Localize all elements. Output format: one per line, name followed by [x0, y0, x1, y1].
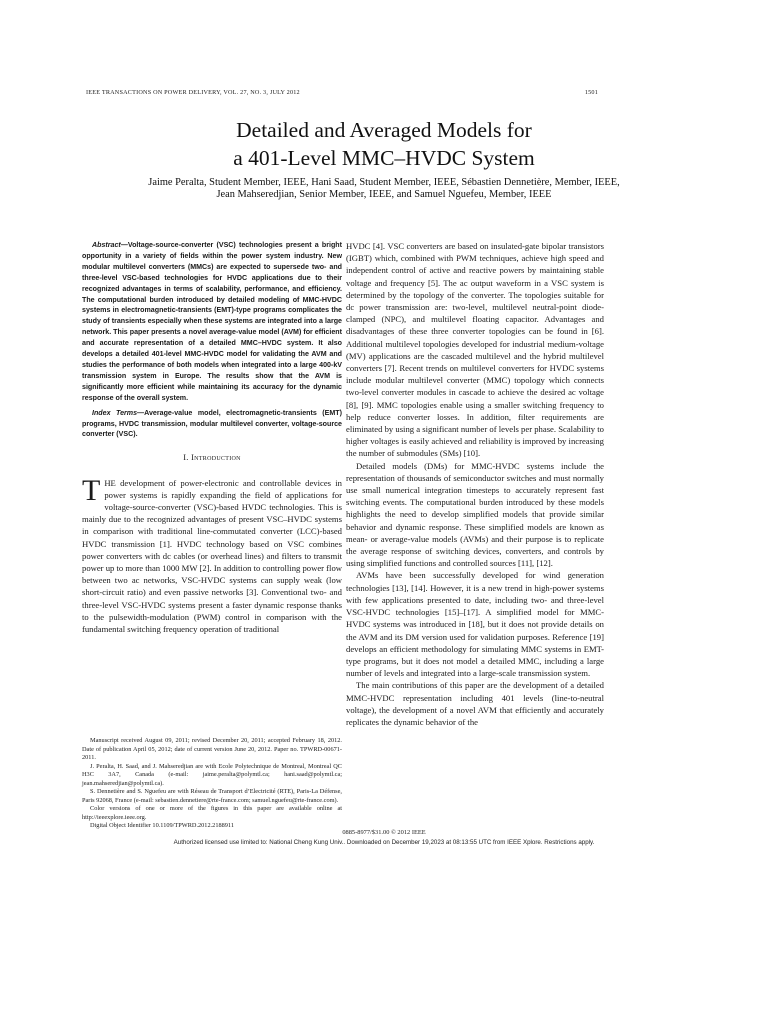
section-heading [82, 452, 342, 464]
body-paragraph: Detailed models (DMs) for MMC-HVDC systems include the representation of thousands of semiconductor switches and must normally use small numerical integration timesteps to accurately represent fast switching events. The computational burden introduced by these models highlights the need to develop simplified models that provide similar behavior and dynamic response. These simplified models are known as mean- or average-value models (AVMs) and their purpose is to replicate the average response of switching devices, converters, and controls by using simplified functions and controlled sources [11], [12]. [346, 460, 604, 569]
drop-cap: T [82, 473, 101, 507]
footnotes [82, 737, 342, 831]
authors-line-2: Jean Mahseredjian, Senior Member, IEEE, and Samuel Nguefeu, Member, IEEE [216, 189, 552, 200]
title-line-2: a 401-Level MMC–HVDC System [233, 146, 535, 170]
footnote-doi: Digital Object Identifier 10.1109/TPWRD.2012.2188911 [90, 822, 234, 829]
journal-name: IEEE TRANSACTIONS ON POWER DELIVERY, VOL. 27, NO. 3, JULY 2012 [86, 89, 300, 96]
paper-title [0, 116, 768, 172]
title-line-1: Detailed and Averaged Models for [236, 118, 532, 142]
body-paragraph: HVDC [4]. VSC converters are based on insulated-gate bipolar transistors (IGBT) which, combined with PWM techniques, achieve high speed and independent control of active and reactive powers by maintaining stable voltage and frequency [5]. The ac output waveform in a VSC system is determined by the topology of the converter. The topologies suitable for dc power transmission are: two-level, multilevel neutral-point diode-clamped (NPC), and multilevel floating capacitor. Advantages and disadvantages of these three converter topologies can be found in [6]. Additional multilevel topologies developed for industrial medium-voltage (MV) applications are the cascaded multilevel and the hybrid multilevel converters [7]. Recent trends on multilevel converters for HVDC systems include modular multilevel converter (MMC) topology which connects two-level converter modules in cascade to achieve the desired ac voltage [8], [9]. MMC topologies enable using a smaller switching frequency to help reduce converter losses. In addition, filter requirements are eliminated by using a significant number of levels per phase. Scalability to higher voltages is easily achieved and reliability is improved by increasing the number of submodules (SMs) [10]. [346, 241, 604, 459]
running-header [86, 89, 598, 96]
section-number: I. [183, 453, 189, 463]
authors-line-1: Jaime Peralta, Student Member, IEEE, Hani Saad, Student Member, IEEE, Sébastien Dennetière, Member, IEEE, [148, 177, 620, 188]
footnote-color: Color versions of one or more of the figures in this paper are available online at http://ieeexplore.ieee.org. [82, 805, 342, 821]
footnote-manuscript: Manuscript received August 09, 2011; revised December 20, 2011; accepted February 18, 2012. Date of publication April 05, 2012; date of current version June 20, 2012. Paper no. TPWRD-00671-2011. [82, 737, 342, 761]
abstract [82, 240, 342, 404]
intro-paragraph [82, 473, 342, 636]
right-column [346, 240, 604, 728]
index-terms-lead: Index Terms— [92, 408, 145, 417]
page-number: 1501 [584, 89, 598, 96]
footnote-affiliation-1: J. Peralta, H. Saad, and J. Mahseredjian are with Ecole Polytechnique de Montreal, Montreal QC H3C 3A7, Canada (e-mail: jaime.peralta@polymtl.ca; hani.saad@polymtl.ca; jean.mahseredjian@polymtl.ca). [82, 762, 342, 787]
intro-text: HE development of power-electronic and controllable devices in power systems is rapidly expanding the field of applications for voltage-source-converter (VSC)-based HVDC technologies. This is mainly due to the recognized advantages of present VSC–HVDC systems in comparison with traditional line-commutated converter (LCC)-based HVDC transmission [1]. HVDC technology based on VSC combines power converters with dc cables (or overhead lines) and filters to transmit power up to more than 1000 MW [2]. In addition to controlling power flow between two ac networks, VSC-HVDC systems can supply weak (low short-circuit ratio) and even passive networks [3]. Conventional two- and three-level VSC-HVDC systems present a faster dynamic response thanks to the pulsewidth-modulation (PWM) control in comparison with the fundamental switching frequency operation of traditional [82, 477, 342, 634]
index-terms-text: Average-value model, electromagnetic-transients (EMT) programs, HVDC transmission, modular multilevel converter, voltage-source converter (VSC). [82, 408, 342, 439]
license-notice: Authorized licensed use limited to: National Cheng Kung Univ.. Downloaded on December 19,2023 at 08:13:55 UTC from IEEE Xplore. Restrictions apply. [173, 839, 595, 846]
footnote-affiliation-2: S. Dennetière and S. Nguefeu are with Réseau de Transport d’Electricité (RTE), Paris-La Défense, Paris 92068, France (e-mail: sebastien.dennetiere@rte-france.com; samuel.nguefeu@rte-france.com). [82, 788, 342, 804]
section-title: Introduction [191, 453, 241, 463]
body-paragraph: AVMs have been successfully developed for wind generation technologies [13], [14]. However, it is a new trend in high-power systems with few applications presented to date, including two- and three-level VSC-HVDC technologies [15]–[17]. A simplified model for MMC-HVDC systems was introduced in [18], but it does not provide details on the AVM and its DM version used for validation purposes. Reference [19] develops an efficient methodology for simulating MMC systems in EMT-type programs, but it does not model a detailed MMC, including a large number of levels and integrated into a large-scale transmission system. [346, 570, 604, 679]
body-paragraph: The main contributions of this paper are the development of a detailed MMC-HVDC representation including 401 levels (line-to-neutral voltage), the development of a novel AVM that efficiently and accurately replicates the dynamic behavior of the [346, 680, 604, 727]
copyright-line: 0885-8977/$31.00 © 2012 IEEE [342, 829, 426, 836]
left-column [82, 240, 342, 635]
author-list [0, 177, 768, 201]
abstract-text: Voltage-source-converter (VSC) technologies present a bright opportunity in a variety of fields within the power system industry. New modular multilevel converters (MMCs) are expected to supersede two- and three-level VSC-based technologies for HVDC applications due to their recognized advantages in terms of scalability, performance, and efficiency. The computational burden introduced by detailed modeling of MMC-HVDC systems in electromagnetic-transients (EMT)-type programs complicates the study of transients especially when these systems are integrated into a large network. This paper presents a novel average-value model (AVM) for efficient and accurate representation of a detailed MMC–HVDC system. It also develops a detailed 401-level MMC-HVDC model for validating the AVM and studies the performance of both models when integrated into a large 400-kV transmission system in Europe. The results show that the AVM is significantly more efficient while maintaining its accuracy for the dynamic response of the overall system. [82, 241, 342, 402]
abstract-lead: Abstract— [92, 241, 128, 249]
index-terms [82, 408, 342, 441]
